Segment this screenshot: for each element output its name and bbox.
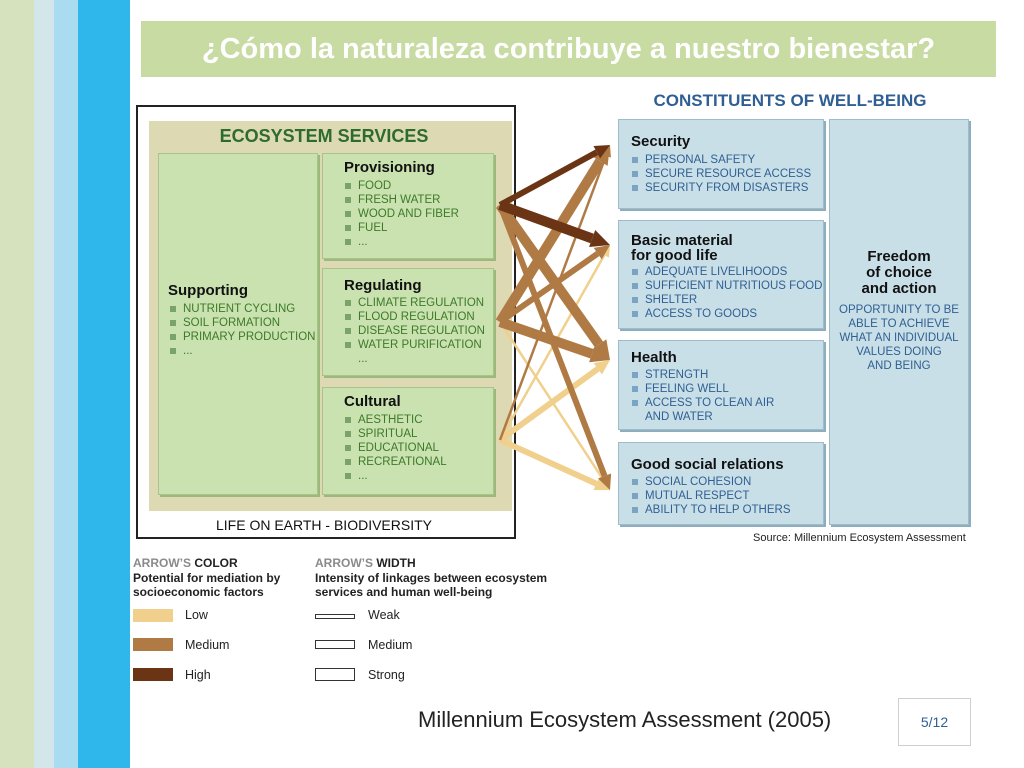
legend-swatch-high [133, 668, 173, 681]
freedom-title: and action [861, 280, 937, 297]
security-item: PERSONAL SAFETY [632, 154, 755, 166]
provisioning-item: WOOD AND FIBER [345, 208, 459, 220]
social-relations-item: MUTUAL RESPECT [632, 490, 749, 502]
provisioning-item: FOOD [345, 180, 391, 192]
provisioning-item: FRESH WATER [345, 194, 440, 206]
freedom-title: of choice [866, 264, 932, 281]
constituents-heading: CONSTITUENTS OF WELL-BEING [653, 91, 927, 110]
provisioning-item: ... [345, 236, 368, 248]
freedom-desc: ABLE TO ACHIEVE [848, 318, 950, 330]
social-relations-item: ABILITY TO HELP OTHERS [632, 504, 791, 516]
legend-label-weak: Weak [368, 608, 400, 622]
basic-material-title: for good life [631, 247, 718, 264]
legend-swatch-medium [133, 638, 173, 651]
basic-material-item: SUFFICIENT NUTRITIOUS FOOD [632, 280, 822, 292]
legend-width-heading: ARROW’S WIDTH [315, 556, 416, 570]
arrow-cultural-to-health [500, 369, 598, 440]
freedom-desc: OPPORTUNITY TO BE [839, 304, 959, 316]
regulating-item: FLOOD REGULATION [345, 311, 475, 323]
regulating-item: DISEASE REGULATION [345, 325, 485, 337]
security-item: SECURITY FROM DISASTERS [632, 182, 808, 194]
legend-width-weak [315, 614, 355, 619]
legend-width-subtitle: Intensity of linkages between ecosystem [315, 571, 548, 585]
freedom-desc: VALUES DOING [856, 346, 942, 358]
basic-material-item: ACCESS TO GOODS [632, 308, 757, 320]
biodiversity-label: LIFE ON EARTH - BIODIVERSITY [215, 517, 432, 533]
supporting-item: NUTRIENT CYCLING [170, 303, 295, 315]
legend-label-strong: Strong [368, 668, 405, 682]
cultural-item: RECREATIONAL [345, 456, 447, 468]
slide-title: ¿Cómo la naturaleza contribuye a nuestro bienestar? [141, 21, 996, 77]
freedom-title: Freedom [867, 248, 931, 265]
legend-width-medium [315, 640, 355, 649]
health-item: AND WATER [645, 411, 713, 423]
cultural-item: AESTHETIC [345, 414, 423, 426]
freedom-desc: WHAT AN INDIVIDUAL [839, 332, 959, 344]
legend-color-heading: ARROW’S COLOR [133, 556, 238, 570]
cultural-item: EDUCATIONAL [345, 442, 439, 454]
regulating-item: ... [358, 353, 368, 365]
legend-label-medium: Medium [185, 638, 230, 652]
freedom-desc: AND BEING [867, 360, 931, 372]
supporting-item: PRIMARY PRODUCTION [170, 331, 315, 343]
legend-label-width-medium: Medium [368, 638, 413, 652]
citation: Millennium Ecosystem Assessment (2005) [418, 707, 832, 732]
health-title: Health [631, 349, 677, 366]
supporting-title: Supporting [168, 282, 248, 299]
security-item: SECURE RESOURCE ACCESS [632, 168, 811, 180]
health-item: ACCESS TO CLEAN AIR [632, 397, 774, 409]
legend-label-high: High [185, 668, 211, 682]
legend-label-low: Low [185, 608, 208, 622]
cultural-item: ... [345, 470, 368, 482]
basic-material-title: Basic material [631, 232, 733, 249]
source-note: Source: Millennium Ecosystem Assessment [753, 532, 966, 544]
legend-swatch-low [133, 609, 173, 622]
supporting-item: SOIL FORMATION [170, 317, 280, 329]
legend-width-strong [315, 668, 355, 681]
legend-color-subtitle: Potential for mediation by [133, 571, 281, 585]
provisioning-item: FUEL [345, 222, 387, 234]
regulating-item: CLIMATE REGULATION [345, 297, 484, 309]
ecosystem-services-heading: ECOSYSTEM SERVICES [219, 126, 429, 146]
basic-material-item: SHELTER [632, 294, 697, 306]
basic-material-item: ADEQUATE LIVELIHOODS [632, 266, 787, 278]
health-item: FEELING WELL [632, 383, 729, 395]
legend-color-subtitle: socioeconomic factors [133, 585, 264, 599]
arrowhead-provisioning-to-basic_material [589, 230, 610, 247]
health-item: STRENGTH [632, 369, 708, 381]
social-relations-title: Good social relations [631, 456, 784, 473]
legend-width-subtitle: services and human well-being [315, 585, 493, 599]
provisioning-title: Provisioning [344, 159, 435, 176]
page-number: 5/12 [898, 698, 971, 746]
regulating-title: Regulating [344, 277, 422, 294]
security-title: Security [631, 133, 691, 150]
supporting-item: ... [170, 345, 193, 357]
cultural-title: Cultural [344, 393, 401, 410]
cultural-item: SPIRITUAL [345, 428, 417, 440]
social-relations-item: SOCIAL COHESION [632, 476, 751, 488]
regulating-item: WATER PURIFICATION [345, 339, 482, 351]
